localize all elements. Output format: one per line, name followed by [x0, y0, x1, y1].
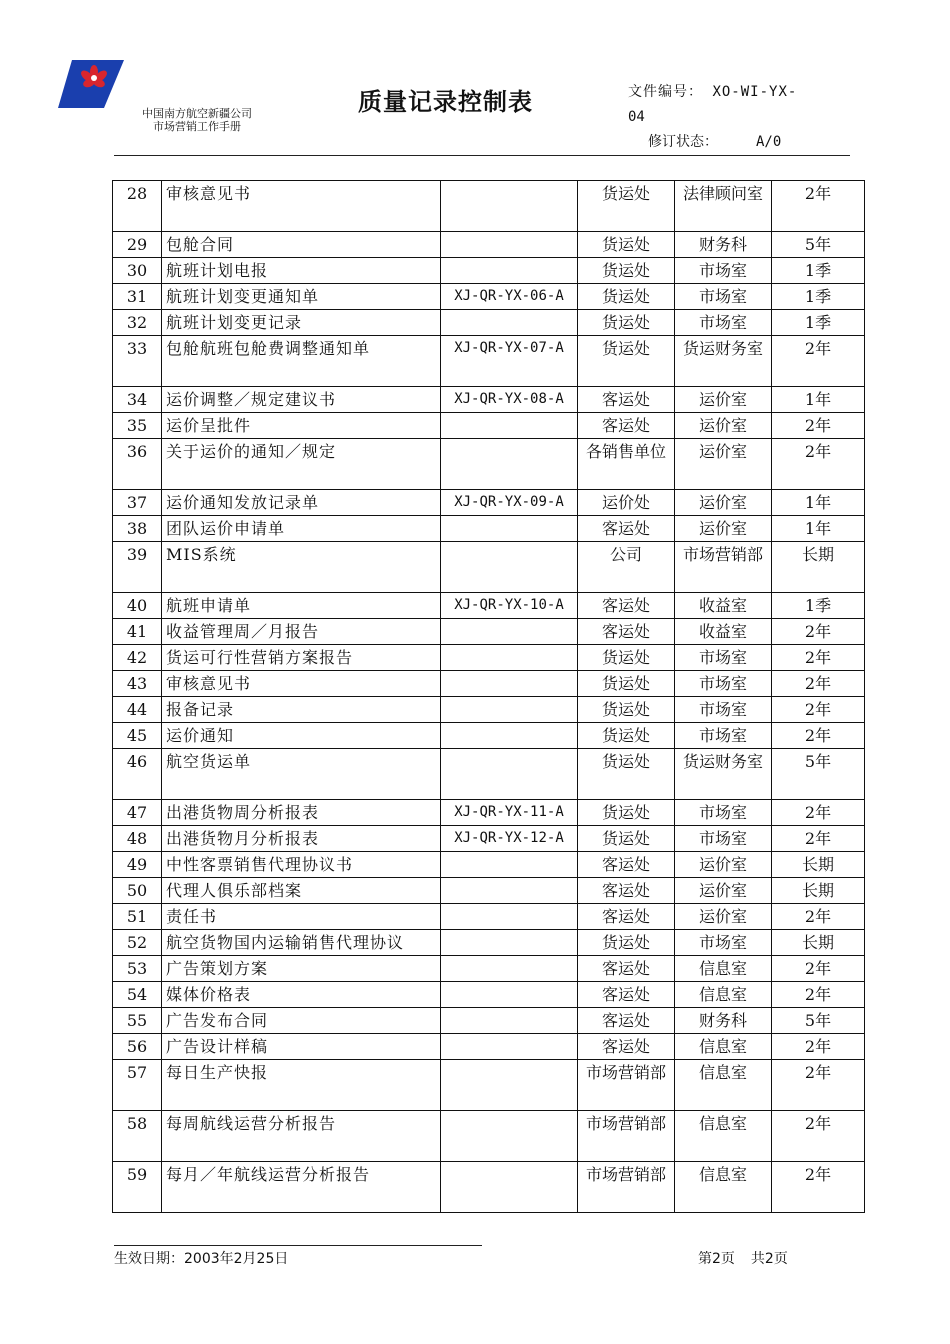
keeping-dept: 法律顾问室	[675, 181, 772, 232]
keeping-dept: 运价室	[675, 878, 772, 904]
form-code: XJ-QR-YX-06-A	[441, 284, 578, 310]
table-row	[113, 930, 865, 956]
retention-period: 2年	[772, 1034, 865, 1060]
keeping-dept: 信息室	[675, 1111, 772, 1162]
keeping-dept: 信息室	[675, 1162, 772, 1213]
row-number: 39	[113, 542, 162, 593]
record-name: 审核意见书	[162, 671, 441, 697]
form-code	[441, 232, 578, 258]
keeping-dept: 市场营销部	[675, 542, 772, 593]
keeping-dept: 运价室	[675, 516, 772, 542]
form-code: XJ-QR-YX-08-A	[441, 387, 578, 413]
page-indicator	[698, 1248, 788, 1268]
responsible-dept: 货运处	[578, 671, 675, 697]
form-code	[441, 723, 578, 749]
keeping-dept: 信息室	[675, 1060, 772, 1111]
record-name: 运价调整／规定建议书	[162, 387, 441, 413]
keeping-dept: 市场室	[675, 800, 772, 826]
table-row	[113, 181, 865, 232]
keeping-dept: 运价室	[675, 490, 772, 516]
form-code	[441, 749, 578, 800]
revision-value: A/0	[756, 134, 782, 150]
row-number: 36	[113, 439, 162, 490]
row-number: 35	[113, 413, 162, 439]
keeping-dept: 收益室	[675, 619, 772, 645]
retention-period: 5年	[772, 1008, 865, 1034]
form-code	[441, 930, 578, 956]
row-number: 46	[113, 749, 162, 800]
table-row	[113, 956, 865, 982]
record-name: MIS系统	[162, 542, 441, 593]
doc-number-cont: 04	[628, 109, 645, 125]
document-meta	[628, 80, 828, 155]
row-number: 41	[113, 619, 162, 645]
table-row	[113, 800, 865, 826]
row-number: 31	[113, 284, 162, 310]
responsible-dept: 货运处	[578, 800, 675, 826]
responsible-dept: 货运处	[578, 336, 675, 387]
table-row	[113, 852, 865, 878]
responsible-dept: 货运处	[578, 232, 675, 258]
footer-divider	[114, 1245, 482, 1246]
table-row	[113, 1008, 865, 1034]
revision-label: 修订状态：	[648, 134, 718, 150]
keeping-dept: 市场室	[675, 310, 772, 336]
responsible-dept: 货运处	[578, 284, 675, 310]
keeping-dept: 运价室	[675, 387, 772, 413]
retention-period: 1季	[772, 593, 865, 619]
form-code	[441, 542, 578, 593]
form-code	[441, 904, 578, 930]
form-code: XJ-QR-YX-12-A	[441, 826, 578, 852]
form-code	[441, 413, 578, 439]
responsible-dept: 客运处	[578, 1034, 675, 1060]
retention-period: 1年	[772, 516, 865, 542]
row-number: 37	[113, 490, 162, 516]
table-row	[113, 413, 865, 439]
form-code	[441, 1162, 578, 1213]
row-number: 28	[113, 181, 162, 232]
table-row	[113, 1162, 865, 1213]
record-name: 责任书	[162, 904, 441, 930]
table-row	[113, 723, 865, 749]
doc-number-value: XO-WI-YX-	[712, 84, 798, 100]
retention-period: 2年	[772, 697, 865, 723]
record-name: 出港货物周分析报表	[162, 800, 441, 826]
responsible-dept: 货运处	[578, 310, 675, 336]
record-name: 代理人俱乐部档案	[162, 878, 441, 904]
row-number: 54	[113, 982, 162, 1008]
row-number: 57	[113, 1060, 162, 1111]
retention-period: 2年	[772, 800, 865, 826]
retention-period: 2年	[772, 336, 865, 387]
row-number: 52	[113, 930, 162, 956]
form-code	[441, 956, 578, 982]
table-row	[113, 387, 865, 413]
retention-period: 2年	[772, 439, 865, 490]
table-row	[113, 982, 865, 1008]
table-row	[113, 1034, 865, 1060]
row-number: 33	[113, 336, 162, 387]
table-row	[113, 490, 865, 516]
retention-period: 长期	[772, 852, 865, 878]
form-code: XJ-QR-YX-11-A	[441, 800, 578, 826]
row-number: 48	[113, 826, 162, 852]
retention-period: 长期	[772, 542, 865, 593]
revision-line	[628, 130, 828, 155]
table-row	[113, 1060, 865, 1111]
retention-period: 2年	[772, 619, 865, 645]
responsible-dept: 市场营销部	[578, 1060, 675, 1111]
form-code	[441, 852, 578, 878]
table-row	[113, 878, 865, 904]
record-name: 每月／年航线运营分析报告	[162, 1162, 441, 1213]
row-number: 50	[113, 878, 162, 904]
table-row	[113, 904, 865, 930]
record-name: 中性客票销售代理协议书	[162, 852, 441, 878]
responsible-dept: 货运处	[578, 697, 675, 723]
retention-period: 1年	[772, 387, 865, 413]
responsible-dept: 客运处	[578, 878, 675, 904]
record-name: 包舱航班包舱费调整通知单	[162, 336, 441, 387]
responsible-dept: 客运处	[578, 956, 675, 982]
row-number: 42	[113, 645, 162, 671]
row-number: 30	[113, 258, 162, 284]
record-name: 收益管理周／月报告	[162, 619, 441, 645]
retention-period: 2年	[772, 723, 865, 749]
record-name: 广告发布合同	[162, 1008, 441, 1034]
responsible-dept: 客运处	[578, 852, 675, 878]
keeping-dept: 市场室	[675, 723, 772, 749]
responsible-dept: 客运处	[578, 413, 675, 439]
retention-period: 5年	[772, 232, 865, 258]
form-code	[441, 1008, 578, 1034]
record-name: 报备记录	[162, 697, 441, 723]
keeping-dept: 货运财务室	[675, 336, 772, 387]
table-row	[113, 542, 865, 593]
header-divider	[114, 155, 850, 156]
table-row	[113, 1111, 865, 1162]
record-name: 航班计划电报	[162, 258, 441, 284]
keeping-dept: 运价室	[675, 439, 772, 490]
form-code	[441, 181, 578, 232]
responsible-dept: 运价处	[578, 490, 675, 516]
doc-number-label: 文件编号：	[628, 84, 703, 100]
company-logo	[58, 60, 124, 108]
form-code	[441, 1111, 578, 1162]
record-name: 每周航线运营分析报告	[162, 1111, 441, 1162]
record-name: 运价通知	[162, 723, 441, 749]
responsible-dept: 货运处	[578, 723, 675, 749]
keeping-dept: 信息室	[675, 1034, 772, 1060]
form-code: XJ-QR-YX-10-A	[441, 593, 578, 619]
record-name: 广告设计样稿	[162, 1034, 441, 1060]
keeping-dept: 市场室	[675, 671, 772, 697]
form-code	[441, 310, 578, 336]
retention-period: 1季	[772, 258, 865, 284]
responsible-dept: 客运处	[578, 904, 675, 930]
form-code	[441, 258, 578, 284]
keeping-dept: 运价室	[675, 413, 772, 439]
table-row	[113, 336, 865, 387]
responsible-dept: 货运处	[578, 181, 675, 232]
table-row	[113, 284, 865, 310]
row-number: 38	[113, 516, 162, 542]
keeping-dept: 运价室	[675, 904, 772, 930]
record-name: 每日生产快报	[162, 1060, 441, 1111]
responsible-dept: 货运处	[578, 930, 675, 956]
row-number: 32	[113, 310, 162, 336]
keeping-dept: 市场室	[675, 258, 772, 284]
responsible-dept: 市场营销部	[578, 1162, 675, 1213]
record-name: 航班计划变更通知单	[162, 284, 441, 310]
responsible-dept: 货运处	[578, 826, 675, 852]
row-number: 47	[113, 800, 162, 826]
responsible-dept: 客运处	[578, 593, 675, 619]
responsible-dept: 货运处	[578, 258, 675, 284]
company-name: 中国南方航空新疆公司	[142, 107, 252, 120]
retention-period: 2年	[772, 956, 865, 982]
quality-records-table	[112, 180, 865, 1213]
responsible-dept: 客运处	[578, 1008, 675, 1034]
record-name: 运价通知发放记录单	[162, 490, 441, 516]
keeping-dept: 市场室	[675, 826, 772, 852]
form-code	[441, 645, 578, 671]
retention-period: 5年	[772, 749, 865, 800]
form-code	[441, 516, 578, 542]
row-number: 40	[113, 593, 162, 619]
record-name: 航空货物国内运输销售代理协议	[162, 930, 441, 956]
keeping-dept: 市场室	[675, 697, 772, 723]
retention-period: 2年	[772, 904, 865, 930]
row-number: 58	[113, 1111, 162, 1162]
retention-period: 2年	[772, 826, 865, 852]
form-code	[441, 671, 578, 697]
retention-period: 1季	[772, 310, 865, 336]
record-name: 运价呈批件	[162, 413, 441, 439]
keeping-dept: 收益室	[675, 593, 772, 619]
record-name: 包舱合同	[162, 232, 441, 258]
table-row	[113, 439, 865, 490]
form-code: XJ-QR-YX-07-A	[441, 336, 578, 387]
keeping-dept: 财务科	[675, 1008, 772, 1034]
responsible-dept: 货运处	[578, 749, 675, 800]
page-title: 质量记录控制表	[358, 88, 533, 116]
retention-period: 1季	[772, 284, 865, 310]
record-name: 航班计划变更记录	[162, 310, 441, 336]
doc-number-line	[628, 80, 828, 105]
record-name: 广告策划方案	[162, 956, 441, 982]
responsible-dept: 客运处	[578, 619, 675, 645]
row-number: 56	[113, 1034, 162, 1060]
row-number: 43	[113, 671, 162, 697]
table-row	[113, 593, 865, 619]
record-name: 审核意见书	[162, 181, 441, 232]
company-block	[142, 107, 252, 133]
record-name: 媒体价格表	[162, 982, 441, 1008]
form-code	[441, 1060, 578, 1111]
form-code	[441, 619, 578, 645]
record-name: 航空货运单	[162, 749, 441, 800]
keeping-dept: 信息室	[675, 982, 772, 1008]
form-code	[441, 439, 578, 490]
form-code	[441, 982, 578, 1008]
row-number: 55	[113, 1008, 162, 1034]
retention-period: 2年	[772, 1111, 865, 1162]
page-number: 第2页	[698, 1251, 735, 1267]
responsible-dept: 客运处	[578, 516, 675, 542]
table-row	[113, 749, 865, 800]
form-code	[441, 878, 578, 904]
keeping-dept: 信息室	[675, 956, 772, 982]
responsible-dept: 货运处	[578, 645, 675, 671]
retention-period: 2年	[772, 413, 865, 439]
row-number: 44	[113, 697, 162, 723]
form-code	[441, 1034, 578, 1060]
retention-period: 2年	[772, 671, 865, 697]
retention-period: 2年	[772, 982, 865, 1008]
table-row	[113, 826, 865, 852]
effective-date: 生效日期：2003年2月25日	[114, 1251, 289, 1267]
keeping-dept: 财务科	[675, 232, 772, 258]
retention-period: 2年	[772, 1060, 865, 1111]
responsible-dept: 各销售单位	[578, 439, 675, 490]
form-code	[441, 697, 578, 723]
record-name: 航班申请单	[162, 593, 441, 619]
responsible-dept: 客运处	[578, 387, 675, 413]
keeping-dept: 市场室	[675, 930, 772, 956]
records-table-body	[113, 181, 865, 1213]
keeping-dept: 货运财务室	[675, 749, 772, 800]
row-number: 45	[113, 723, 162, 749]
table-row	[113, 645, 865, 671]
row-number: 49	[113, 852, 162, 878]
retention-period: 2年	[772, 1162, 865, 1213]
record-name: 出港货物月分析报表	[162, 826, 441, 852]
form-code: XJ-QR-YX-09-A	[441, 490, 578, 516]
table-row	[113, 671, 865, 697]
retention-period: 长期	[772, 930, 865, 956]
row-number: 34	[113, 387, 162, 413]
row-number: 59	[113, 1162, 162, 1213]
record-name: 关于运价的通知／规定	[162, 439, 441, 490]
record-name: 团队运价申请单	[162, 516, 441, 542]
retention-period: 1年	[772, 490, 865, 516]
retention-period: 长期	[772, 878, 865, 904]
keeping-dept: 市场室	[675, 284, 772, 310]
responsible-dept: 市场营销部	[578, 1111, 675, 1162]
retention-period: 2年	[772, 645, 865, 671]
page-total: 共2页	[750, 1251, 788, 1267]
table-row	[113, 619, 865, 645]
responsible-dept: 客运处	[578, 982, 675, 1008]
responsible-dept: 公司	[578, 542, 675, 593]
table-row	[113, 516, 865, 542]
keeping-dept: 运价室	[675, 852, 772, 878]
retention-period: 2年	[772, 181, 865, 232]
table-row	[113, 232, 865, 258]
keeping-dept: 市场室	[675, 645, 772, 671]
manual-name: 市场营销工作手册	[153, 120, 241, 133]
table-row	[113, 258, 865, 284]
table-row	[113, 697, 865, 723]
row-number: 51	[113, 904, 162, 930]
row-number: 29	[113, 232, 162, 258]
record-name: 货运可行性营销方案报告	[162, 645, 441, 671]
table-row	[113, 310, 865, 336]
row-number: 53	[113, 956, 162, 982]
